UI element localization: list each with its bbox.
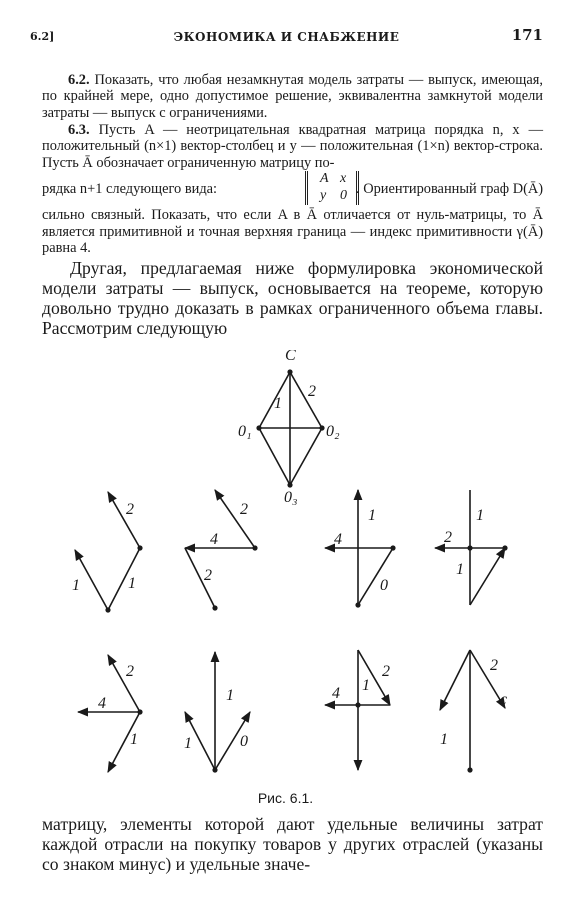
edge-label: 1 [368,507,376,524]
exercise-6-3 [42,122,543,256]
edge-label: 2 [126,663,134,680]
matrix-cell: A [320,171,329,187]
running-header [30,26,543,48]
edge-label: 2 [240,501,248,518]
vertex-label-c: C [285,350,296,364]
matrix-line [42,171,543,207]
body-paragraph [42,258,543,338]
continuation-paragraph [42,814,543,874]
edge-label: 2 [204,567,212,584]
edge-label: 4 [332,685,340,702]
edge-label: c [500,691,508,708]
section-ref: 6.2] [30,30,55,43]
matrix-cell: y [320,188,327,204]
page-number: 171 [511,26,543,44]
figure-caption: Рис. 6.1. [257,790,314,806]
edge-label: 2 [490,657,498,674]
chapter-title: ЭКОНОМИКА И СНАБЖЕНИЕ [173,30,400,44]
edge-label: 1 [128,575,136,592]
edge-label: 1 [456,561,464,578]
sub-graph-7 [325,650,390,770]
edge-label: 1 [130,731,138,748]
edge-label: 1 [440,731,448,748]
edge-label: 1 [72,577,80,594]
edge-label: 2 [126,501,134,518]
edge-label: 2 [444,529,452,546]
vertex-label: 0₁ [238,423,252,440]
edge-label: 1 [184,735,192,752]
edge-label: 1 [362,677,370,694]
exercise-number: 6.2. [68,72,90,88]
edge-label: 1 [476,507,484,524]
exercise-text: Показать, что любая незамкнутая модель затраты — выпуск, имеющая, по крайней мере, одно допустимое решение, эквивалентна замкнутой модели затраты — выпуск с ограничениями. [42,72,543,121]
bordered-matrix [305,171,359,205]
exercise-text: Пусть A — неотрицательная квадратная матрица порядка n, x — положительный (n×1) вектор-столбец и y — положительная (1×n) вектор-строка. Пусть Ā обозначает ограниченную матрицу по- [42,122,543,171]
edge-label: 1 [274,395,282,412]
exercise-number: 6.3. [68,122,90,138]
edge-label: 0 [380,577,388,594]
edge-label: 2 [382,663,390,680]
matrix-cell: x [340,171,347,187]
edge-label: 4 [334,531,342,548]
vertex-label: 0₂ [326,423,340,440]
sub-graph-6 [185,652,250,770]
edge-label: 4 [98,695,106,712]
continuation-text: матрицу, элементы которой дают удельные величины затрат каждой отрасли на покупку товаров у других отраслей (указаны со знаком минус) и удельные значе- [42,814,543,874]
edge-label: 2 [308,383,316,400]
body-text: Другая, предлагаемая ниже формулировка экономической модели затраты — выпуск, основывается на теореме, которую довольно трудно доказать в рамках ограниченного объема главы. Рассмотрим следующую [42,258,543,338]
matrix-trail-text: . Ориентированный граф D(Ā) [356,181,544,198]
exercise-text-end: сильно связный. Показать, что если A в Ā отличается от нуль-матрицы, то Ā является примитивной и точная верхняя граница — индекс примитивности γ(Ā) равна 4. [42,207,543,257]
edge-label: 0 [240,733,248,750]
figure-6-1 [0,350,571,790]
exercise-6-2 [42,72,543,121]
matrix-lead-text: рядка n+1 следующего вида: [42,181,218,198]
vertex-label: 0₃ [284,489,298,506]
vertices [105,369,507,772]
edge-label: 4 [210,531,218,548]
matrix-cell: 0 [340,188,347,204]
edge-label: 1 [226,687,234,704]
